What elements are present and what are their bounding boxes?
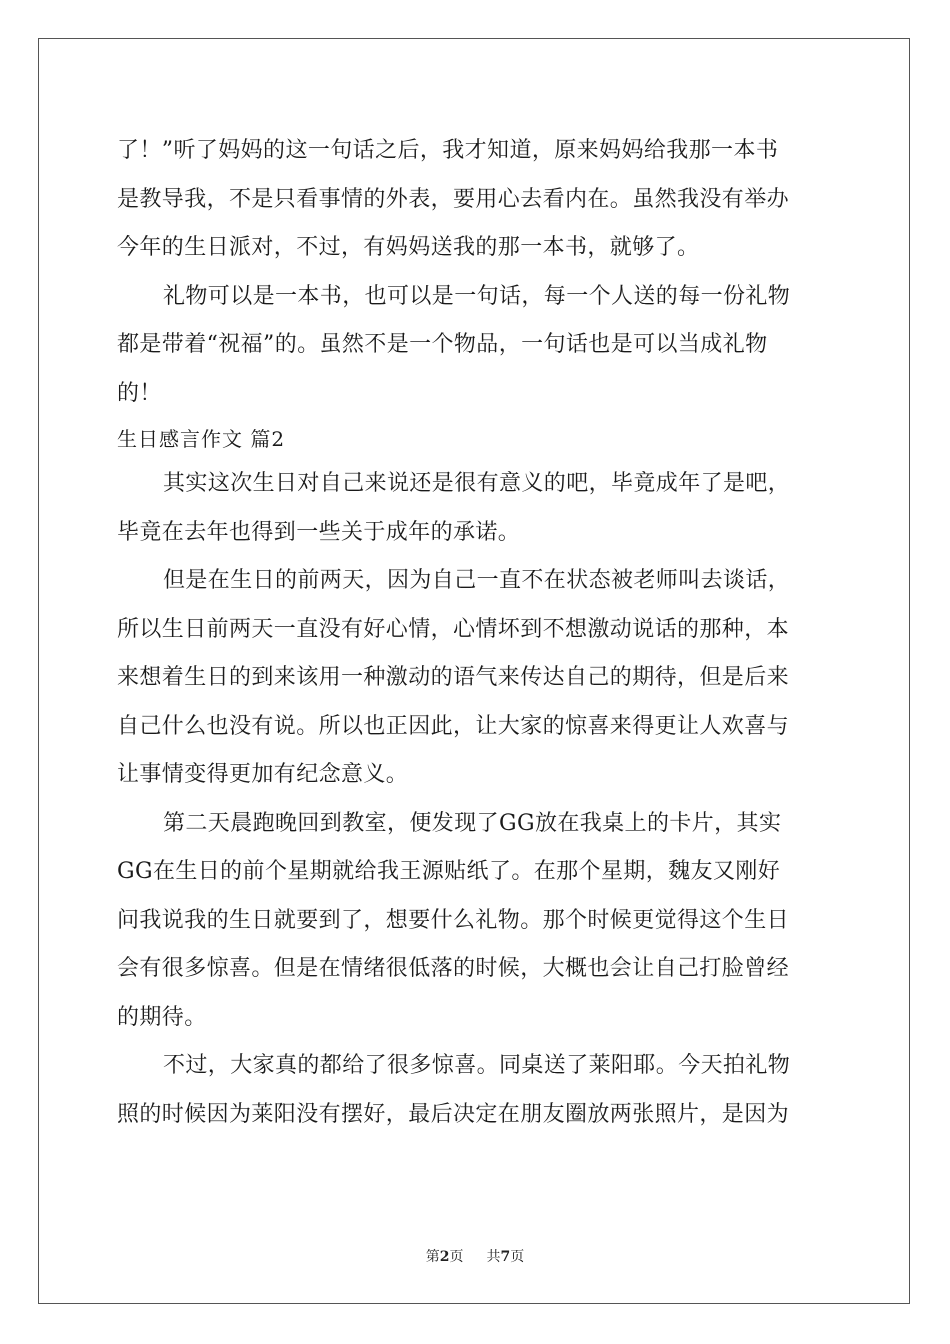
text-line: 来想着生日的到来该用一种激动的语气来传达自己的期待，但是后来 xyxy=(117,665,790,690)
paragraph-3 xyxy=(117,460,833,557)
text-line: 的！ xyxy=(117,380,162,406)
text-line: 会有很多惊喜。但是在情绪很低落的时候，大概也会让自己打脸曾经 xyxy=(117,956,790,981)
text-line: 今年的生日派对，不过，有妈妈送我的那一本书，就够了。 xyxy=(117,235,700,260)
text-line: 毕竟在去年也得到一些关于成年的承诺。 xyxy=(117,519,521,545)
document-body xyxy=(117,127,833,1139)
section-heading: 生日感言作文 篇2 xyxy=(117,427,286,451)
paragraph-1 xyxy=(117,127,833,273)
paragraph-6 xyxy=(117,1042,833,1139)
text-line: 的期待。 xyxy=(117,1004,207,1030)
text-line: 礼物可以是一本书，也可以是一句话，每一个人送的每一份礼物 xyxy=(163,283,791,309)
current-page: 2 xyxy=(439,1249,450,1265)
paragraph-5 xyxy=(117,800,833,1043)
text-line: 问我说我的生日就要到了，想要什么礼物。那个时候更觉得这个生日 xyxy=(117,907,790,933)
paragraph-2 xyxy=(117,273,833,419)
text-line: 其实这次生日对自己来说还是很有意义的吧，毕竟成年了是吧， xyxy=(163,471,791,496)
page-suffix: 页 xyxy=(449,1249,464,1265)
text-line: 让事情变得更加有纪念意义。 xyxy=(117,762,409,787)
total-suffix: 页 xyxy=(510,1249,525,1265)
paragraph-4 xyxy=(117,557,833,800)
page-footer xyxy=(0,1246,950,1266)
total-page-count: 7 xyxy=(500,1249,511,1265)
text-line: 了！”听了妈妈的这一句话之后，我才知道，原来妈妈给我那一本书 xyxy=(117,138,779,163)
text-line: 第二天晨跑晚回到教室，便发现了GG放在我桌上的卡片，其实 xyxy=(163,810,782,836)
text-line: 自己什么也没有说。所以也正因此，让大家的惊喜来得更让人欢喜与 xyxy=(117,713,790,739)
text-line: GG在生日的前个星期就给我王源贴纸了。在那个星期，魏友又刚好 xyxy=(117,859,781,884)
text-line: 都是带着“祝福”的。虽然不是一个物品，一句话也是可以当成礼物 xyxy=(117,332,768,357)
text-line: 是教导我，不是只看事情的外表，要用心去看内在。虽然我没有举办 xyxy=(117,186,790,212)
text-line: 不过，大家真的都给了很多惊喜。同桌送了莱阳耶。今天拍礼物 xyxy=(163,1053,791,1078)
text-line: 照的时候因为莱阳没有摆好，最后决定在朋友圈放两张照片，是因为 xyxy=(117,1101,790,1127)
text-line: 但是在生日的前两天，因为自己一直不在状态被老师叫去谈话， xyxy=(163,568,791,593)
text-line: 所以生日前两天一直没有好心情，心情坏到不想激动说话的那种，本 xyxy=(117,616,790,642)
total-prefix: 共 xyxy=(486,1249,501,1265)
total-pages xyxy=(486,1246,524,1266)
page-prefix: 第 xyxy=(425,1249,440,1265)
page-number xyxy=(426,1246,464,1266)
